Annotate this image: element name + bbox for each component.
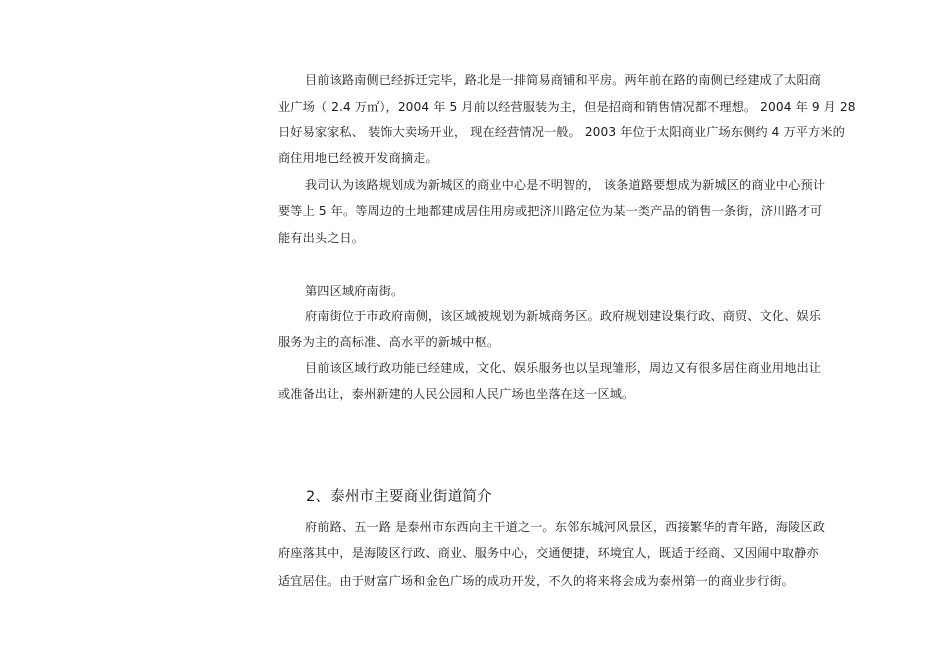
section-heading: 2、泰州市主要商业街道简介 — [306, 489, 492, 505]
paragraph-4-line-2: 服务为主的高标准、高水平的新城中枢。 — [278, 335, 500, 349]
section-paragraph-line-3: 适宜居住。由于财富广场和金色广场的成功开发，不久的将来将会成为泰州第一的商业步行街。 — [278, 574, 795, 588]
paragraph-2-line-1: 我司认为该路规划成为新城区的商业中心是不明智的， 该条道路要想成为新城区的商业中心预计 — [305, 178, 826, 192]
paragraph-1-line-1: 目前该路南侧已经拆迁完毕，路北是一排简易商铺和平房。两年前在路的南侧已经建成了太阳商 — [305, 73, 822, 87]
paragraph-2-line-3: 能有出头之日。 — [278, 231, 365, 245]
paragraph-5-line-2: 或准备出让，泰州新建的人民公园和人民广场也坐落在这一区域。 — [278, 387, 635, 401]
paragraph-1-line-3: 日好易家家私、 装饰大卖场开业， 现在经营情况一般。 2003 年位于太阳商业广场东侧约 4 万平方米的 — [278, 125, 845, 139]
paragraph-1-line-2: 业广场（ 2.4 万㎡），2004 年 5 月前以经营服装为主，但是招商和销售情况都不理想。 2004 年 9 月 28 — [278, 100, 856, 114]
paragraph-5-line-1: 目前该区域行政功能已经建成，文化、娱乐服务也以呈现雏形，周边又有很多居住商业用地出让 — [305, 361, 822, 375]
region-four-label: 第四区域府南街。 — [305, 284, 404, 298]
section-paragraph-line-1: 府前路、五一路 是泰州市东西向主干道之一。东邻东城河风景区，西接繁华的青年路，海陵区政 — [305, 520, 826, 534]
paragraph-2-line-2: 要等上 5 年。等周边的土地都建成居住用房或把济川路定位为某一类产品的销售一条街，济川路才可 — [278, 204, 823, 218]
paragraph-4-line-1: 府南街位于市政府南侧，该区域被规划为新城商务区。政府规划建设集行政、商贸、文化、娱乐 — [305, 309, 822, 323]
paragraph-1-line-4: 商住用地已经被开发商摘走。 — [278, 151, 438, 165]
section-paragraph-line-2: 府座落其中，是海陵区行政、商业、服务中心，交通便捷，环境宜人，既适于经商、又因闹中取静亦 — [278, 546, 819, 560]
